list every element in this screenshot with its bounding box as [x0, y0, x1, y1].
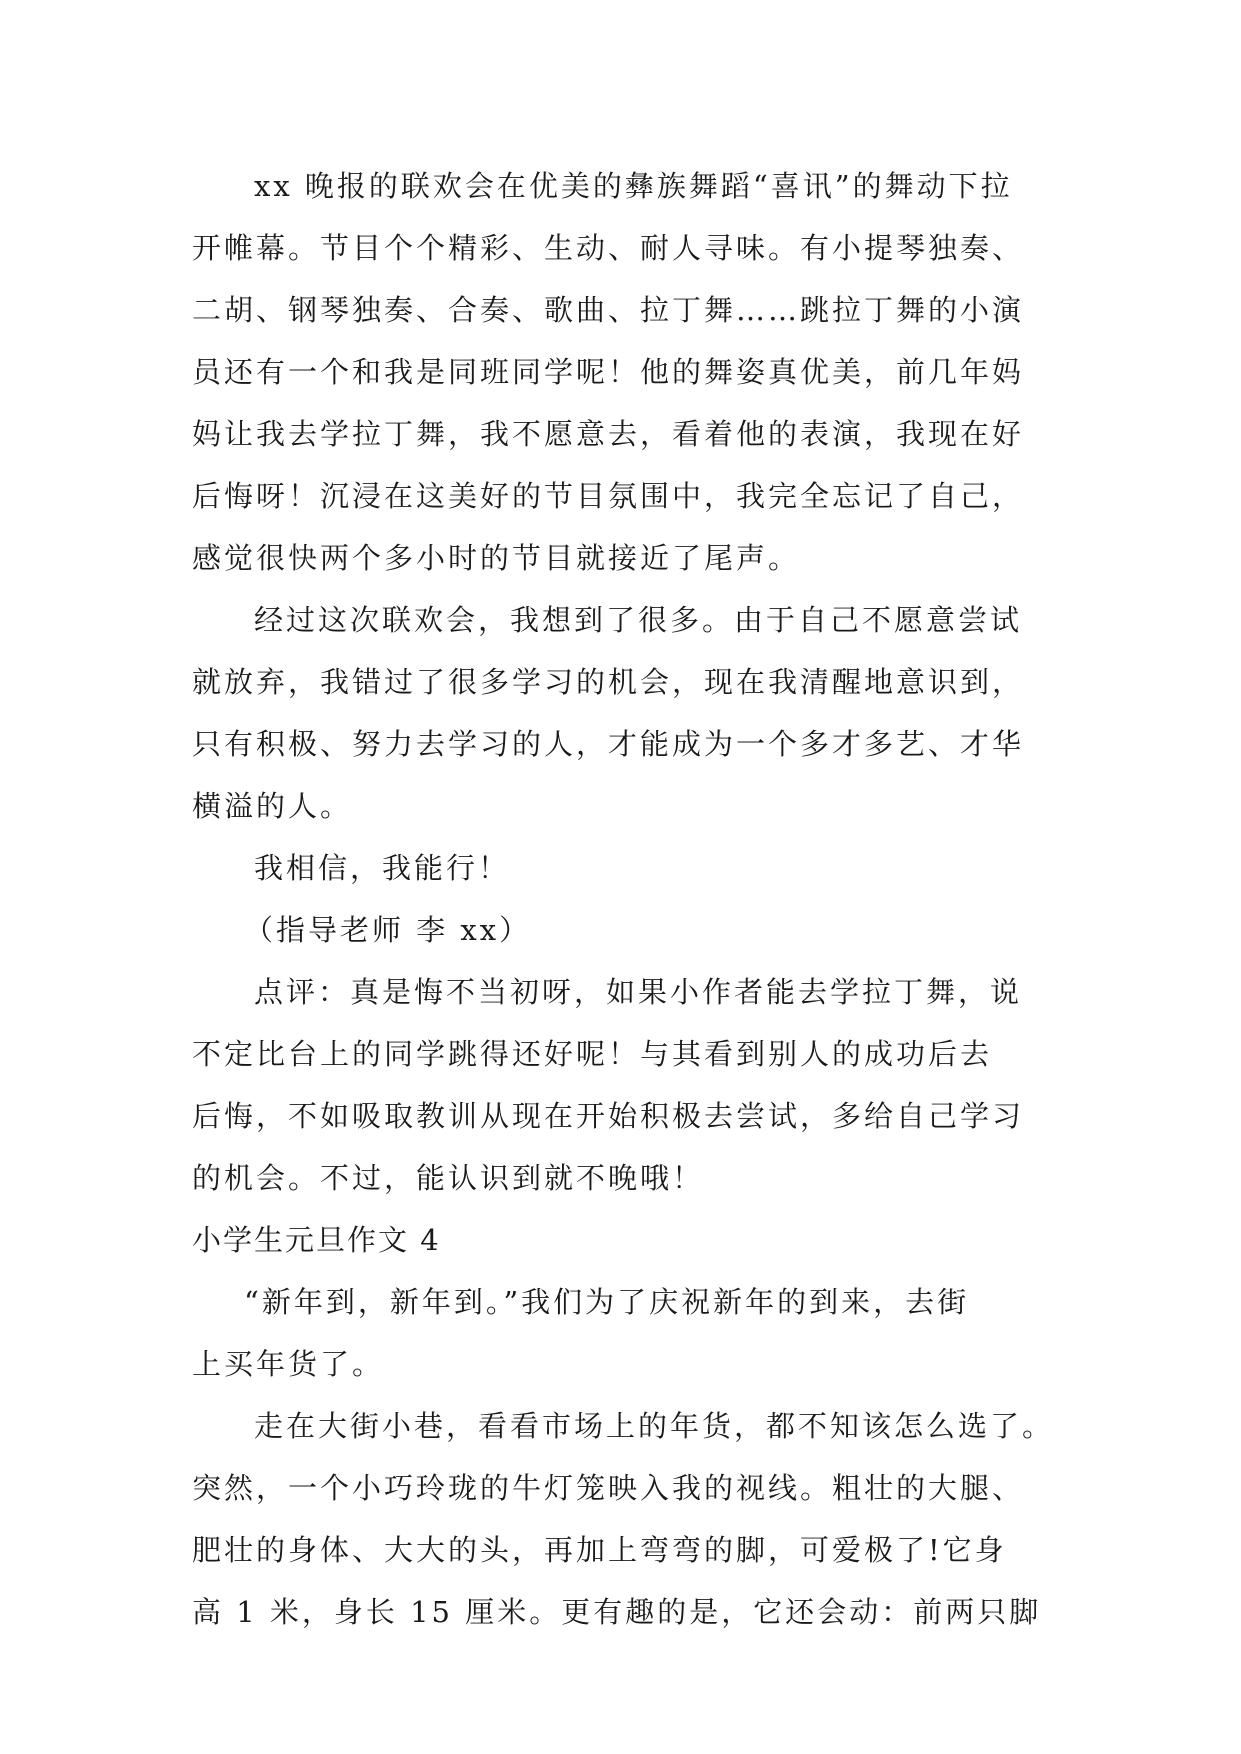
- paragraph-line: 肥壮的身体、大大的头，再加上弯弯的脚，可爱极了!它身: [192, 1533, 1007, 1567]
- paragraph-line: “新年到，新年到。”我们为了庆祝新年的到来，去街: [244, 1285, 970, 1319]
- paragraph-line: 只有积极、努力去学习的人，才能成为一个多才多艺、才华: [192, 727, 1025, 761]
- paragraph-line: 横溢的人。: [192, 789, 353, 823]
- paragraph-line: 我相信，我能行！: [254, 851, 511, 885]
- paragraph-line: 不定比台上的同学跳得还好呢！与其看到别人的成功后去: [192, 1037, 993, 1071]
- paragraph-line: 突然，一个小巧玲珑的牛灯笼映入我的视线。粗壮的大腿、: [192, 1471, 1025, 1505]
- paragraph-line: 走在大街小巷，看看市场上的年货，都不知该怎么选了。: [254, 1409, 1055, 1443]
- paragraph-line: 感觉很快两个多小时的节目就接近了尾声。: [192, 541, 801, 575]
- paragraph-line: 就放弃，我错过了很多学习的机会，现在我清醒地意识到，: [192, 665, 1025, 699]
- paragraph-line: 妈让我去学拉丁舞，我不愿意去，看着他的表演，我现在好: [192, 417, 1025, 451]
- teacher-credit: （指导老师 李 xx）: [244, 913, 532, 947]
- paragraph-line: 后悔呀！沉浸在这美好的节目氛围中，我完全忘记了自己，: [192, 479, 1025, 513]
- paragraph-line: 员还有一个和我是同班同学呢！他的舞姿真优美，前几年妈: [192, 355, 1025, 389]
- paragraph-line: 经过这次联欢会，我想到了很多。由于自己不愿意尝试: [254, 603, 1023, 637]
- paragraph-line: 开帷幕。节目个个精彩、生动、耐人寻味。有小提琴独奏、: [192, 231, 1025, 265]
- paragraph-line: xx 晚报的联欢会在优美的彝族舞蹈“喜讯”的舞动下拉: [254, 169, 1013, 203]
- paragraph-line: 二胡、钢琴独奏、合奏、歌曲、拉丁舞……跳拉丁舞的小演: [192, 293, 1025, 327]
- paragraph-line: 的机会。不过，能认识到就不晚哦！: [192, 1161, 705, 1195]
- paragraph-line: 高 1 米，身长 15 厘米。更有趣的是，它还会动：前两只脚: [192, 1595, 1042, 1629]
- paragraph-line: 点评：真是悔不当初呀，如果小作者能去学拉丁舞，说: [254, 975, 1023, 1009]
- paragraph-line: 后悔，不如吸取教训从现在开始积极去尝试，多给自己学习: [192, 1099, 1025, 1133]
- paragraph-line: 上买年货了。: [192, 1347, 385, 1381]
- section-heading: 小学生元旦作文 4: [192, 1223, 441, 1257]
- document-body: [192, 155, 1062, 1643]
